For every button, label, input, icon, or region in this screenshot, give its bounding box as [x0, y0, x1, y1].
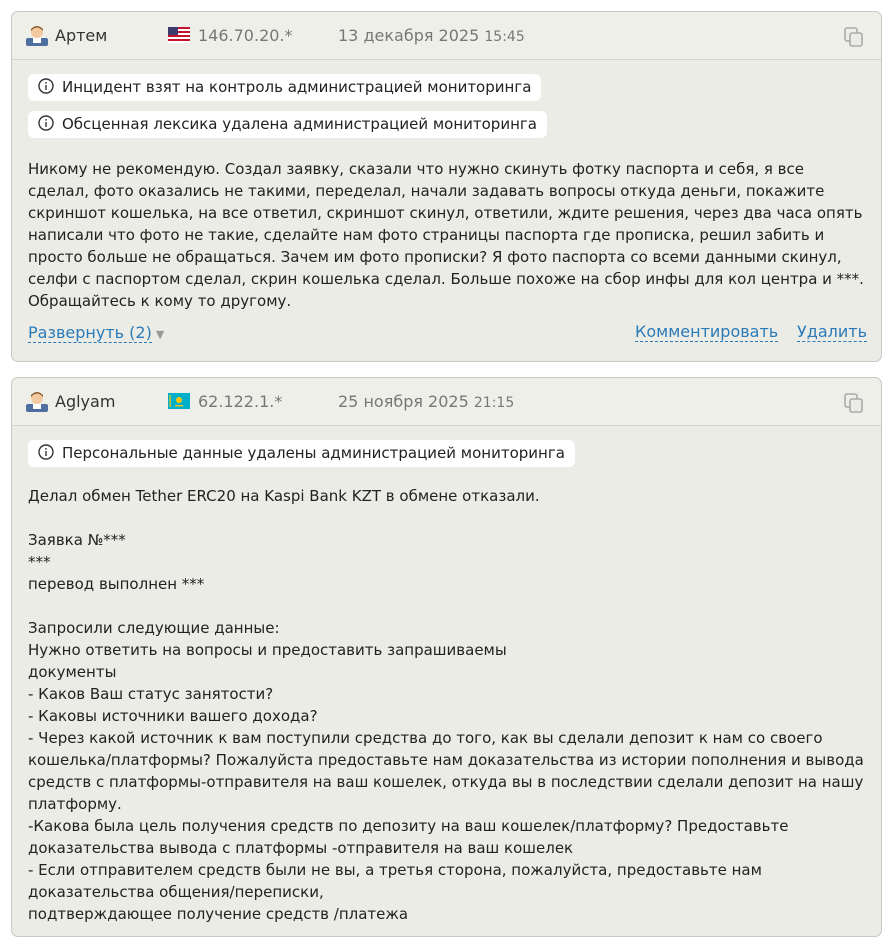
- time-text: 21:15: [473, 395, 515, 411]
- review-date: [338, 26, 525, 45]
- review-text: Никому не рекомендую. Создал заявку, сказали что нужно скинуть фотку паспорта и себя, я все сделал, фото оказались не такими, переделал, начали задавать вопросы откуда деньги, покажите скриншот кошелька, на все ответил, скриншот скинул, ответили, ждите решения, через два часа опять написали что фото не такие, сделайте нам фото страницы паспорта где прописка, решил забить и просто больше не обращаться. Зачем им фото прописки? Я фото паспорта со всеми данными скинул, селфи с паспортом сделал, скрин кошелька сделал. Больше похоже на сбор инфы для кол центра и ***. Обращайтесь к кому то другому.: [28, 160, 869, 310]
- copy-icon[interactable]: [843, 26, 865, 48]
- review-text: Делал обмен Tether ERC20 на Kaspi Bank KZT в обмене отказали. Заявка №*** *** перевод выполнен *** Запросили следующие данные: Нужно ответить на вопросы и предоставить запрашиваемы документы - Каков Ваш статус занятости? - Каковы источники вашего дохода? - Через какой источник к вам поступили средства до того, как вы сделали депозит к нам со своего кошелька/платформы? Пожалуйста предоставьте нам доказательства из истории пополнения и вывода средств с платформы-отправителя на ваш кошелек, откуда вы в последствии сделали депозит на нашу платформу. -Какова была цель получения средств по депозиту на ваш кошелек/платформу? Предоставьте доказательства вывода с платформы -отправителя на ваш кошелек - Если отправителем средств были не вы, а третья сторона, пожалуйста, предоставьте нам доказательства общения/переписки, подтверждающее получение средств /платежа: [28, 487, 864, 923]
- date-text: 13 декабря 2025: [338, 26, 480, 45]
- author-name: Артем: [55, 26, 108, 45]
- notice-text: Обсценная лексика удалена администрацией мониторинга: [62, 115, 537, 133]
- moderation-notice: [28, 111, 547, 138]
- ip-address: 62.122.1.*: [198, 392, 283, 411]
- notice-text: Персональные данные удалены администрацией мониторинга: [62, 444, 565, 462]
- moderation-notice: [28, 74, 541, 101]
- notice-text: Инцидент взят на контроль администрацией мониторинга: [62, 78, 532, 96]
- time-text: 15:45: [484, 29, 525, 45]
- moderation-notice: [28, 440, 575, 467]
- kz-flag-icon: [168, 393, 190, 409]
- delete-button[interactable]: Удалить: [797, 322, 867, 341]
- review-date: [338, 392, 514, 411]
- review-card: [11, 11, 882, 362]
- chevron-down-icon: ▼: [155, 328, 165, 341]
- review-header: [12, 378, 881, 426]
- ip-address: 146.70.20.*: [198, 26, 293, 45]
- info-icon: [38, 78, 54, 94]
- review-actions: [621, 322, 867, 341]
- info-icon: [38, 115, 54, 131]
- info-icon: [38, 444, 54, 460]
- date-text: 25 ноября 2025: [338, 392, 469, 411]
- user-avatar-icon: [26, 390, 48, 412]
- user-avatar-icon: [26, 24, 48, 46]
- copy-icon[interactable]: [843, 392, 865, 414]
- comment-button[interactable]: Комментировать: [634, 322, 779, 341]
- expand-toggle[interactable]: [28, 323, 164, 342]
- author-name: Aglyam: [55, 392, 116, 411]
- review-header: [12, 12, 881, 60]
- review-card: [11, 377, 882, 937]
- expand-link[interactable]: Развернуть (2): [28, 323, 152, 342]
- us-flag-icon: [168, 27, 190, 43]
